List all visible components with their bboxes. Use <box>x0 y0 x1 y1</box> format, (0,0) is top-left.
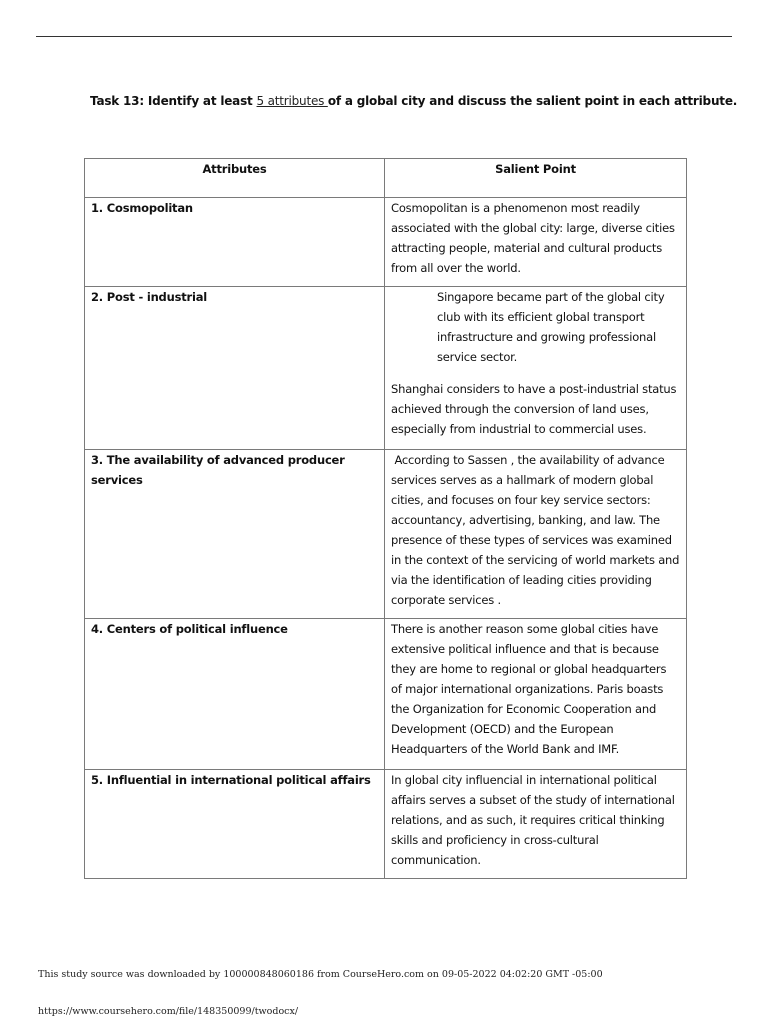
table-row <box>85 287 687 450</box>
salient-point-cell <box>385 450 687 619</box>
attribute-cell: 1. Cosmopolitan <box>85 198 385 287</box>
salient-point-cell <box>385 619 687 770</box>
attribute-cell: 5. Influential in international political affairs <box>85 770 385 879</box>
source-url[interactable]: https://www.coursehero.com/file/148350099/twodocx/ <box>38 1006 299 1017</box>
task-heading-prefix: Task 13: Identify at least <box>90 94 257 108</box>
salient-point-text: There is another reason some global cities have extensive political influence and that is because they are home to regional or global headquarters of major international organizations. Paris boasts the Organization for Economic Cooperation and Development (OECD) and the European Headquarters of the World Bank and IMF. <box>391 622 667 756</box>
attributes-table <box>84 158 687 879</box>
salient-point-cell <box>385 287 687 450</box>
table-row <box>85 770 687 879</box>
task-heading <box>90 94 738 108</box>
attribute-cell: 2. Post - industrial <box>85 287 385 450</box>
table-row <box>85 450 687 619</box>
salient-point-cell <box>385 770 687 879</box>
download-source-note: This study source was downloaded by 100000848060186 from CourseHero.com on 09-05-2022 04:02:20 GMT -05:00 <box>38 969 603 980</box>
table-header-row <box>85 159 687 198</box>
salient-point-text: In global city influencial in international political affairs serves a subset of the study of international relations, and as such, it requires critical thinking skills and proficiency in cross-cultural communication. <box>391 773 675 867</box>
salient-point-cell <box>385 198 687 287</box>
salient-point-text: Cosmopolitan is a phenomenon most readily associated with the global city: large, diverse cities attracting people, material and cultural products from all over the world. <box>391 201 675 275</box>
table-row <box>85 619 687 770</box>
salient-point-text: According to Sassen , the availability of advance services serves as a hallmark of modern global cities, and focuses on four key service sectors: accountancy, advertising, banking, and law. The presence of these types of services was examined in the context of the servicing of world markets and via the identification of leading cities providing corporate services . <box>391 453 683 607</box>
salient-point-text: Singapore became part of the global city club with its efficient global transport infrastructure and growing professional service sector. <box>437 290 665 364</box>
top-divider <box>36 36 732 37</box>
attribute-cell: 3. The availability of advanced producer services <box>85 450 385 619</box>
header-attributes: Attributes <box>85 159 385 198</box>
table-row <box>85 198 687 287</box>
attribute-cell: 4. Centers of political influence <box>85 619 385 770</box>
header-salient-point: Salient Point <box>385 159 687 198</box>
salient-point-text: Shanghai considers to have a post-industrial status achieved through the conversion of land uses, especially from industrial to commercial uses. <box>391 382 677 436</box>
task-heading-suffix: of a global city and discuss the salient point in each attribute. <box>327 94 738 108</box>
attributes-link[interactable]: 5 attributes <box>256 94 328 108</box>
